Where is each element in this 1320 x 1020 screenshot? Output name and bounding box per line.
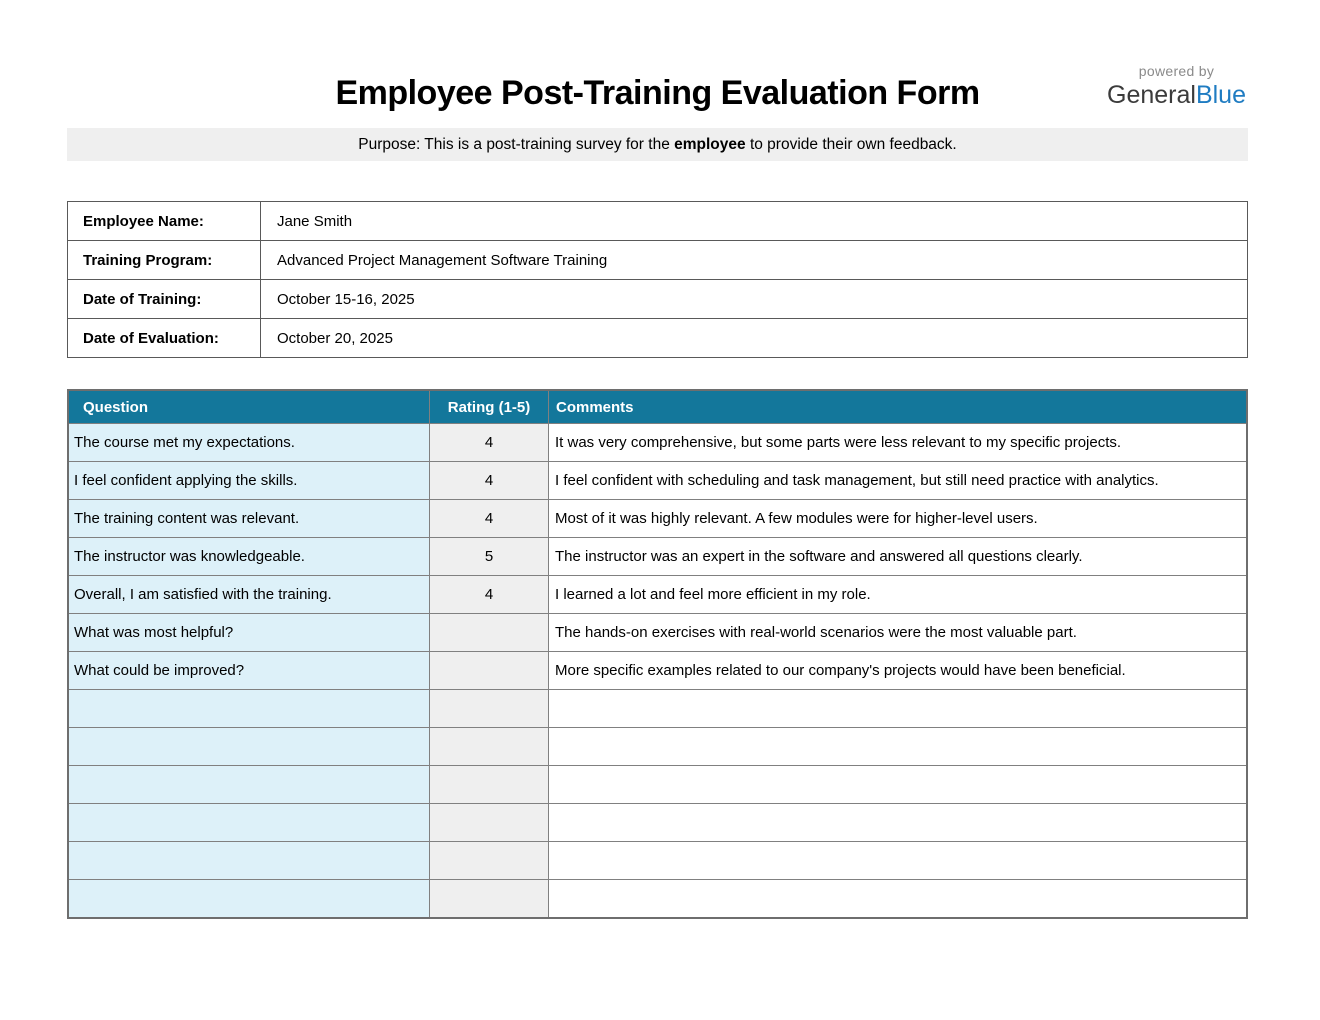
rating-cell bbox=[430, 842, 549, 880]
rating-cell bbox=[430, 804, 549, 842]
comment-cell bbox=[549, 880, 1248, 919]
evaluation-table bbox=[67, 389, 1248, 919]
eval-row bbox=[68, 576, 1247, 614]
comment-cell: I learned a lot and feel more efficient in my role. bbox=[549, 576, 1248, 614]
comment-cell: The hands-on exercises with real-world scenarios were the most valuable part. bbox=[549, 614, 1248, 652]
info-value: Advanced Project Management Software Training bbox=[261, 241, 1248, 280]
eval-row bbox=[68, 652, 1247, 690]
page-title: Employee Post-Training Evaluation Form bbox=[335, 74, 980, 112]
eval-row-empty bbox=[68, 766, 1247, 804]
info-label: Date of Training: bbox=[68, 280, 261, 319]
info-row-date-of-training bbox=[68, 280, 1248, 319]
comment-cell bbox=[549, 690, 1248, 728]
rating-cell: 4 bbox=[430, 500, 549, 538]
eval-row bbox=[68, 500, 1247, 538]
question-cell bbox=[68, 690, 430, 728]
brand-general-text: General bbox=[1107, 81, 1196, 110]
eval-row-empty bbox=[68, 728, 1247, 766]
column-header-question: Question bbox=[68, 390, 430, 424]
comment-cell: Most of it was highly relevant. A few modules were for higher-level users. bbox=[549, 500, 1248, 538]
info-row-date-of-evaluation bbox=[68, 319, 1248, 358]
question-cell: The instructor was knowledgeable. bbox=[68, 538, 430, 576]
trainee-info-table bbox=[67, 201, 1248, 358]
evaluation-header-row bbox=[68, 390, 1247, 424]
eval-row-empty bbox=[68, 804, 1247, 842]
comment-cell bbox=[549, 766, 1248, 804]
question-cell bbox=[68, 842, 430, 880]
eval-row bbox=[68, 614, 1247, 652]
brand-blue-text: Blue bbox=[1195, 81, 1246, 110]
eval-row-empty bbox=[68, 880, 1247, 919]
rating-cell: 4 bbox=[430, 576, 549, 614]
eval-row bbox=[68, 424, 1247, 462]
purpose-suffix: to provide their own feedback. bbox=[745, 136, 957, 153]
info-value: Jane Smith bbox=[261, 202, 1248, 241]
question-cell: What was most helpful? bbox=[68, 614, 430, 652]
question-cell bbox=[68, 766, 430, 804]
column-header-rating: Rating (1-5) bbox=[430, 390, 549, 424]
comment-cell bbox=[549, 728, 1248, 766]
comment-cell: It was very comprehensive, but some parts were less relevant to my specific projects. bbox=[549, 424, 1248, 462]
rating-cell bbox=[430, 880, 549, 919]
purpose-prefix: Purpose: This is a post-training survey for the bbox=[358, 136, 675, 153]
question-cell: The course met my expectations. bbox=[68, 424, 430, 462]
info-value: October 15-16, 2025 bbox=[261, 280, 1248, 319]
document-content bbox=[67, 0, 1248, 1020]
comment-cell: The instructor was an expert in the software and answered all questions clearly. bbox=[549, 538, 1248, 576]
eval-row-empty bbox=[68, 842, 1247, 880]
rating-cell: 4 bbox=[430, 424, 549, 462]
eval-row bbox=[68, 538, 1247, 576]
question-cell: The training content was relevant. bbox=[68, 500, 430, 538]
column-header-comments: Comments bbox=[549, 390, 1248, 424]
rating-cell bbox=[430, 652, 549, 690]
info-row-training-program bbox=[68, 241, 1248, 280]
info-value: October 20, 2025 bbox=[261, 319, 1248, 358]
rating-cell bbox=[430, 614, 549, 652]
eval-row bbox=[68, 462, 1247, 500]
info-label: Employee Name: bbox=[68, 202, 261, 241]
rating-cell bbox=[430, 690, 549, 728]
question-cell bbox=[68, 804, 430, 842]
comment-cell bbox=[549, 804, 1248, 842]
powered-by-text: powered by bbox=[1138, 63, 1215, 79]
question-cell bbox=[68, 728, 430, 766]
info-row-employee-name bbox=[68, 202, 1248, 241]
rating-cell bbox=[430, 766, 549, 804]
rating-cell: 5 bbox=[430, 538, 549, 576]
comment-cell: I feel confident with scheduling and task management, but still need practice with analytics. bbox=[549, 462, 1248, 500]
question-cell: What could be improved? bbox=[68, 652, 430, 690]
eval-row-empty bbox=[68, 690, 1247, 728]
question-cell: Overall, I am satisfied with the training. bbox=[68, 576, 430, 614]
comment-cell: More specific examples related to our company's projects would have been beneficial. bbox=[549, 652, 1248, 690]
purpose-banner bbox=[67, 128, 1248, 161]
info-label: Training Program: bbox=[68, 241, 261, 280]
question-cell: I feel confident applying the skills. bbox=[68, 462, 430, 500]
purpose-bold-word: employee bbox=[674, 136, 746, 153]
comment-cell bbox=[549, 842, 1248, 880]
rating-cell: 4 bbox=[430, 462, 549, 500]
question-cell bbox=[68, 880, 430, 919]
info-label: Date of Evaluation: bbox=[68, 319, 261, 358]
rating-cell bbox=[430, 728, 549, 766]
